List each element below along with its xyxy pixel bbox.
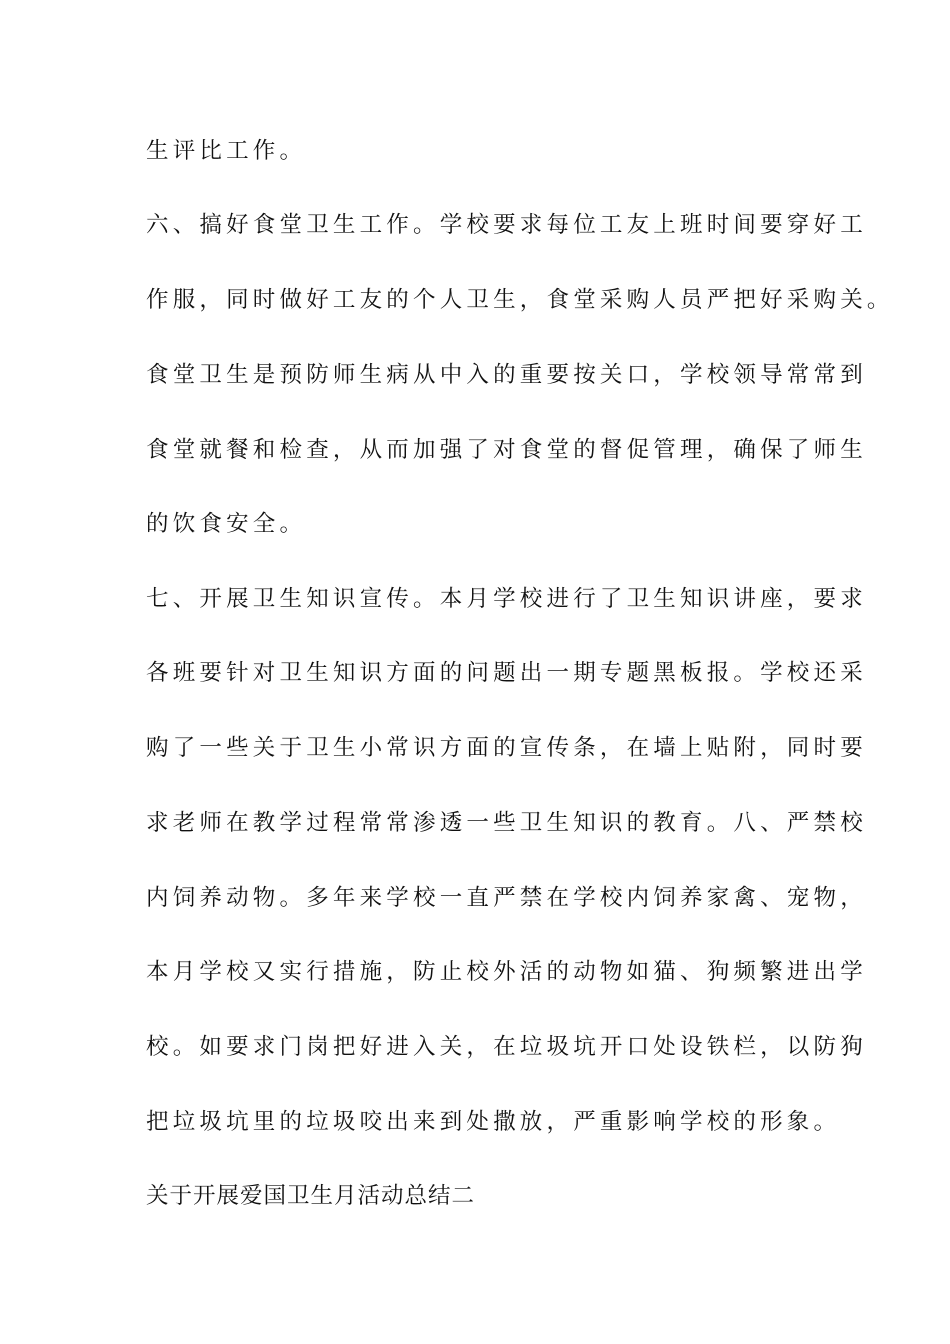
text-line-1: 生评比工作。 (146, 138, 307, 164)
text-line-5: 食堂就餐和检查，从而加强了对食堂的督促管理，确保了师生 (146, 437, 867, 463)
text-line-11: 内饲养动物。多年来学校一直严禁在学校内饲养家禽、宠物， (146, 885, 867, 911)
text-line-13: 校。如要求门岗把好进入关，在垃圾坑开口处设铁栏，以防狗 (146, 1034, 867, 1060)
text-line-14: 把垃圾坑里的垃圾咬出来到处撒放，严重影响学校的形象。 (146, 1109, 841, 1135)
text-line-4: 食堂卫生是预防师生病从中入的重要按关口，学校领导常常到 (146, 362, 867, 388)
text-line-6: 的饮食安全。 (146, 511, 307, 537)
section-heading: 关于开展爱国卫生月活动总结二 (146, 1183, 476, 1209)
text-line-2: 六、搞好食堂卫生工作。学校要求每位工友上班时间要穿好工 (146, 212, 867, 238)
text-line-7: 七、开展卫生知识宣传。本月学校进行了卫生知识讲座，要求 (146, 586, 867, 612)
text-line-3: 作服，同时做好工友的个人卫生，食堂采购人员严把好采购关。 (146, 287, 894, 313)
text-line-8: 各班要针对卫生知识方面的问题出一期专题黑板报。学校还采 (146, 660, 867, 686)
text-line-9: 购了一些关于卫生小常识方面的宣传条，在墙上贴附，同时要 (146, 735, 867, 761)
text-line-12: 本月学校又实行措施，防止校外活的动物如猫、狗频繁进出学 (146, 959, 867, 985)
text-line-10: 求老师在教学过程常常渗透一些卫生知识的教育。八、严禁校 (146, 810, 867, 836)
